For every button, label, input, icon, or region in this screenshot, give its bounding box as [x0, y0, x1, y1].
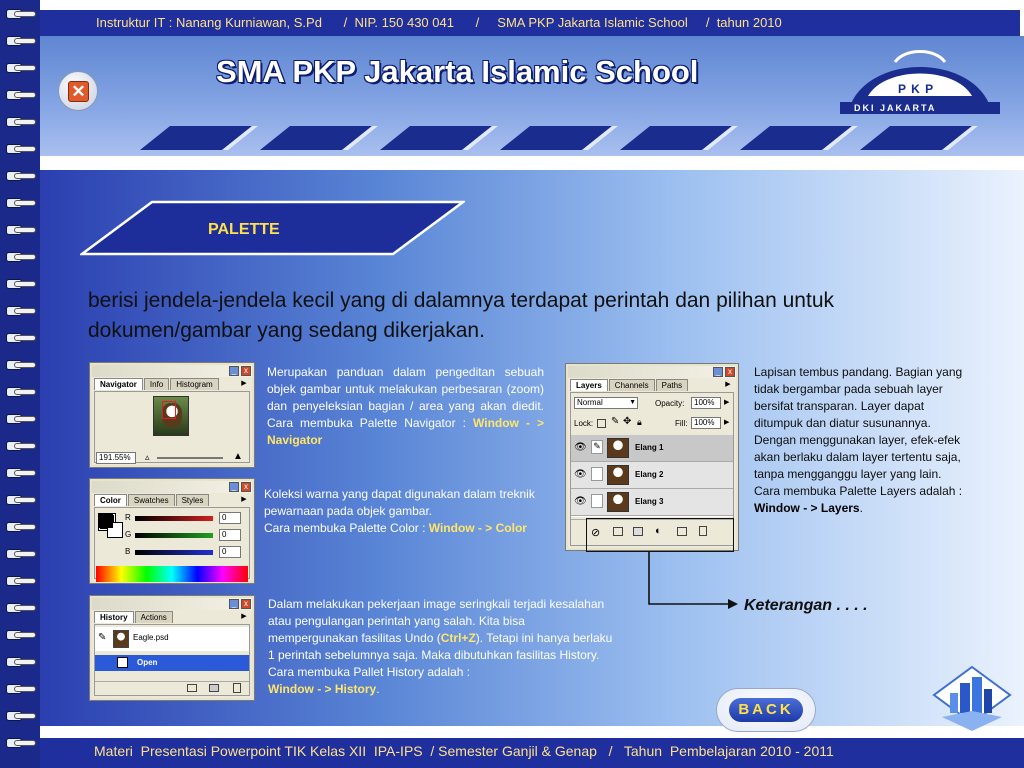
binding-ring — [2, 708, 36, 724]
layer-row[interactable] — [571, 462, 733, 489]
trash-icon[interactable] — [233, 683, 241, 693]
palette-titlebar — [92, 365, 252, 377]
decorative-stripes — [140, 122, 1020, 152]
minimize-icon[interactable]: _ — [229, 366, 239, 376]
eagle-thumbnail — [607, 465, 629, 485]
building-icon[interactable] — [932, 665, 1012, 737]
color-palette[interactable] — [90, 479, 254, 583]
history-palette[interactable] — [90, 596, 254, 700]
eye-icon[interactable]: 👁︎ — [574, 442, 587, 453]
zoom-field[interactable]: 191.55% — [96, 452, 136, 464]
eagle-thumbnail — [607, 492, 629, 512]
layer-list — [571, 435, 733, 517]
fill-field[interactable]: 100% — [691, 417, 721, 429]
header-info-text: Instruktur IT : Nanang Kurniawan, S.Pd / NIP. 150 430 041 / SMA PKP Jakarta Islamic School / tahun 2010 — [96, 15, 782, 30]
color-desc-text: Koleksi warna yang dapat digunakan dalam treknik pewarnaan pada objek gambar. — [264, 487, 535, 518]
minimize-icon[interactable]: _ — [229, 599, 239, 609]
pkp-logo — [840, 44, 1000, 114]
history-desc-text-2: ). Tetapi ini hanya berlaku 1 perintah sebelumnya saja. Maka dibutuhkan fasilitas History. Cara membuka Pallet History adalah : — [268, 631, 613, 679]
footer-highlight-box — [586, 518, 734, 552]
channel-label: R — [125, 513, 131, 522]
palette-menu-icon[interactable]: ▶ — [725, 381, 731, 388]
logo-text: P K P — [898, 82, 935, 96]
tab-navigator[interactable]: Navigator — [94, 378, 143, 390]
history-item-label: Eagle.psd — [133, 633, 169, 642]
eagle-thumbnail — [113, 630, 129, 648]
layer-row[interactable] — [571, 489, 733, 516]
close-icon[interactable]: x — [241, 366, 251, 376]
opacity-label: Opacity: — [655, 399, 685, 408]
eagle-thumbnail — [607, 438, 629, 458]
history-state-icon — [117, 657, 128, 668]
binding-ring — [2, 573, 36, 589]
color-channel-row[interactable] — [125, 546, 245, 560]
close-icon: ✕ — [68, 81, 89, 102]
history-desc-text: Dalam melakukan pekerjaan image seringkali terjadi kesalahan atau pengulangan perintah yang salah. Kita bisa mempergunakan fasilitas Undo ( — [268, 597, 605, 645]
tab-histogram[interactable]: Histogram — [170, 378, 218, 390]
channel-value[interactable]: 0 — [219, 529, 241, 541]
tab-color[interactable]: Color — [94, 494, 127, 506]
binding-ring — [2, 492, 36, 508]
lock-move-icon[interactable]: ✥ — [623, 416, 632, 427]
palette-menu-icon[interactable]: ▶ — [241, 613, 247, 620]
brush-icon: ✎ — [98, 632, 107, 643]
adjustment-icon[interactable]: ◐ — [655, 525, 662, 537]
color-channel-row[interactable] — [125, 512, 245, 526]
color-channel-row[interactable] — [125, 529, 245, 543]
tab-swatches[interactable]: Swatches — [128, 494, 175, 506]
binding-ring — [2, 681, 36, 697]
footer-text: Materi Presentasi Powerpoint TIK Kelas XII IPA-IPS / Semester Ganjil & Genap / Tahun Pembelajaran 2010 - 2011 — [94, 743, 834, 759]
view-box — [162, 401, 176, 419]
binding-ring — [2, 384, 36, 400]
history-item-snapshot[interactable] — [95, 627, 249, 651]
binding-ring — [2, 114, 36, 130]
layer-label: Elang 2 — [635, 470, 664, 479]
link-cell-icon[interactable]: ✎ — [591, 440, 603, 454]
opacity-arrow-icon[interactable]: ▶ — [724, 399, 730, 406]
zoom-slider[interactable] — [157, 457, 223, 459]
layers-menu-path: Window - > Layers — [754, 501, 860, 515]
layer-label: Elang 3 — [635, 497, 664, 506]
fill-arrow-icon[interactable]: ▶ — [724, 419, 730, 426]
tab-styles[interactable]: Styles — [176, 494, 210, 506]
palette-titlebar — [92, 481, 252, 493]
binding-ring — [2, 249, 36, 265]
undo-shortcut: Ctrl+Z — [440, 631, 476, 645]
footer-bar — [40, 738, 1024, 768]
history-footer — [95, 681, 249, 695]
opacity-field[interactable]: 100% — [691, 397, 721, 409]
keterangan-arrow — [640, 550, 740, 610]
back-button-label: BACK — [729, 698, 803, 722]
channel-slider[interactable] — [135, 516, 213, 521]
layer-label: Elang 1 — [635, 443, 664, 452]
channel-value[interactable]: 0 — [219, 546, 241, 558]
binding-ring — [2, 411, 36, 427]
tab-info[interactable]: Info — [144, 378, 169, 390]
history-item-label: Open — [137, 658, 158, 667]
tab-layers[interactable]: Layers — [570, 379, 608, 391]
history-period: . — [376, 682, 380, 696]
navigator-desc-text: Merupakan panduan dalam pengeditan sebuah objek gambar untuk melakukan perbesaran (zoom) dan penyeleksian bagian / area yang akan diedit. Cara membuka Palette Navigator : — [267, 365, 544, 430]
zoom-in-icon[interactable]: ▲ — [233, 451, 243, 462]
binding-ring — [2, 87, 36, 103]
lock-all-icon[interactable]: 🔒︎ — [637, 417, 642, 427]
eye-icon[interactable]: 👁︎ — [574, 469, 587, 480]
tab-actions[interactable]: Actions — [135, 611, 173, 623]
minimize-icon[interactable]: _ — [229, 482, 239, 492]
color-description — [264, 486, 544, 537]
binding-ring — [2, 519, 36, 535]
link-icon[interactable]: ⊘ — [591, 527, 601, 539]
channel-slider[interactable] — [135, 533, 213, 538]
minimize-icon[interactable]: _ — [713, 367, 723, 377]
binding-ring — [2, 222, 36, 238]
close-icon[interactable]: x — [241, 599, 251, 609]
logo-subtext: DKI JAKARTA — [854, 103, 937, 113]
intro-text: berisi jendela-jendela kecil yang di dalamnya terdapat perintah dan pilihan untuk dokumen/gambar yang sedang dikerjakan. — [88, 289, 834, 342]
layer-row[interactable] — [571, 435, 733, 462]
navigator-preview — [153, 396, 189, 436]
color-menu-path: Window - > Color — [428, 521, 527, 535]
back-button[interactable] — [716, 688, 816, 732]
tab-channels[interactable]: Channels — [609, 379, 655, 391]
page-title: SMA PKP Jakarta Islamic School — [216, 54, 699, 89]
camera-icon[interactable] — [209, 684, 219, 692]
palette-menu-icon[interactable]: ▶ — [241, 380, 247, 387]
channel-value[interactable]: 0 — [219, 512, 241, 524]
layers-description — [754, 364, 966, 517]
binding-ring — [2, 33, 36, 49]
binding-ring — [2, 6, 36, 22]
navigator-menu-path: Window - > Navigator — [267, 416, 544, 447]
binding-ring — [2, 303, 36, 319]
palette-titlebar — [568, 366, 736, 378]
color-desc-text-2: Cara membuka Palette Color : — [264, 521, 426, 535]
close-icon[interactable]: x — [725, 367, 735, 377]
binding-ring — [2, 276, 36, 292]
link-cell-icon[interactable] — [591, 467, 603, 481]
binding-ring — [2, 600, 36, 616]
history-menu-path: Window - > History — [268, 682, 377, 696]
channel-label: G — [125, 530, 132, 539]
color-ramp[interactable] — [96, 566, 248, 582]
new-document-icon[interactable] — [187, 684, 197, 692]
blend-mode-value: Normal — [577, 398, 603, 407]
blend-mode-select[interactable] — [574, 397, 638, 409]
binding-ring — [2, 330, 36, 346]
zoom-out-icon[interactable]: ▵ — [145, 452, 150, 462]
header-bar — [40, 10, 1020, 36]
binding-ring — [2, 654, 36, 670]
close-button[interactable] — [58, 71, 98, 111]
close-icon[interactable]: x — [241, 482, 251, 492]
layers-desc-text: Lapisan tembus pandang. Bagian yang tidak bergambar pada sebuah layer bersifat transparan. Layer dapat ditumpuk dan diatur susunannya. Dengan menggunakan layer, efek-efek akan berlaku dalam layer tertentu saja, tanpa mengganggu layer yang lain. Cara membuka Palette Layers adalah : — [754, 365, 963, 498]
palette-titlebar — [92, 598, 252, 610]
tab-paths[interactable]: Paths — [656, 379, 688, 391]
eye-icon[interactable]: 👁︎ — [574, 496, 587, 507]
binding-ring — [2, 195, 36, 211]
channel-label: B — [125, 547, 131, 556]
fill-label: Fill: — [675, 419, 688, 428]
lock-label: Lock: — [574, 419, 594, 428]
layers-period: . — [859, 501, 863, 515]
lock-transparency-icon[interactable] — [597, 419, 606, 428]
binding-ring — [2, 168, 36, 184]
chevron-down-icon: ▼ — [629, 399, 636, 406]
binding-ring — [2, 735, 36, 751]
section-label: PALETTE — [208, 221, 280, 238]
navigator-palette[interactable] — [90, 363, 254, 467]
lock-brush-icon[interactable]: ✎ — [611, 416, 620, 427]
palette-menu-icon[interactable]: ▶ — [241, 496, 247, 503]
foreground-swatch-top — [99, 514, 113, 528]
spiral-binding — [0, 0, 40, 768]
binding-ring — [2, 465, 36, 481]
binding-ring — [2, 546, 36, 562]
link-cell-icon[interactable] — [591, 494, 603, 508]
binding-ring — [2, 60, 36, 76]
navigator-description — [267, 364, 544, 449]
binding-ring — [2, 438, 36, 454]
history-description — [268, 596, 618, 698]
history-item-open[interactable] — [95, 655, 249, 671]
binding-ring — [2, 357, 36, 373]
keterangan-label: Keterangan . . . . — [744, 597, 868, 614]
channel-slider[interactable] — [135, 550, 213, 555]
binding-ring — [2, 141, 36, 157]
binding-ring — [2, 627, 36, 643]
tab-history[interactable]: History — [94, 611, 134, 623]
